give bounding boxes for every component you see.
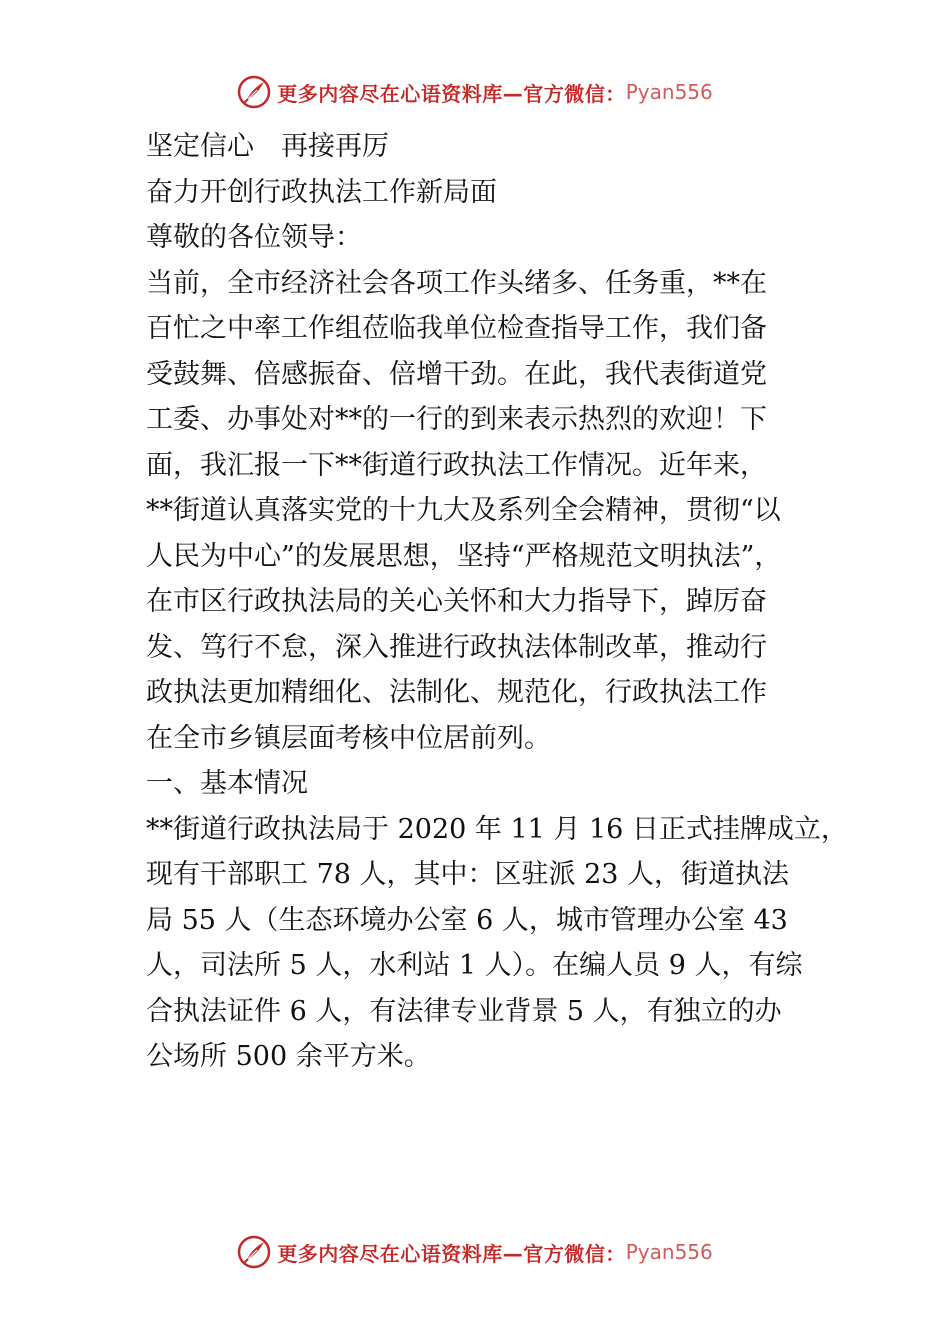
paragraph-basic-info	[146, 807, 846, 1080]
feather-pen-logo-icon	[237, 75, 271, 109]
paragraph-line: 合执法证件 6 人，有法律专业背景 5 人，有独立的办	[146, 995, 782, 1027]
paragraph-line: 面，我汇报一下**街道行政执法工作情况。近年来，	[146, 449, 767, 481]
paragraph-line: 发、笃行不怠，深入推进行政执法体制改革，推动行	[146, 631, 767, 663]
paragraph-line: 公场所 500 余平方米。	[146, 1041, 431, 1072]
watermark-banner-top	[0, 72, 950, 112]
watermark-text: 更多内容尽在心语资料库—官方微信：	[277, 1241, 626, 1266]
section-heading-basic-info: 一、基本情况	[146, 768, 308, 799]
document-body	[146, 124, 846, 1080]
paragraph-line: 受鼓舞、倍感振奋、倍增干劲。在此，我代表街道党	[146, 358, 767, 390]
document-title-line-2: 奋力开创行政执法工作新局面	[146, 176, 497, 208]
document-title-line-1: 坚定信心 再接再厉	[146, 131, 389, 162]
paragraph-line: 当前，全市经济社会各项工作头绪多、任务重，**在	[146, 267, 767, 299]
watermark-wechat-id: Pyan556	[625, 80, 713, 104]
watermark-wechat-id: Pyan556	[625, 1240, 713, 1264]
watermark-banner-bottom	[0, 1232, 950, 1272]
paragraph-line: 局 55 人（生态环境办公室 6 人，城市管理办公室 43	[146, 904, 788, 936]
watermark-text: 更多内容尽在心语资料库—官方微信：	[277, 81, 626, 106]
paragraph-line: 百忙之中率工作组莅临我单位检查指导工作，我们备	[146, 313, 767, 344]
paragraph-line: 在全市乡镇层面考核中位居前列。	[146, 722, 551, 754]
feather-pen-logo-icon	[237, 1235, 271, 1269]
paragraph-line: 人民为中心”的发展思想，坚持“严格规范文明执法”，	[146, 540, 782, 572]
paragraph-line: **街道行政执法局于 2020 年 11 月 16 日正式挂牌成立，	[146, 813, 848, 845]
paragraph-line: 工委、办事处对**的一行的到来表示热烈的欢迎！下	[146, 404, 767, 435]
salutation: 尊敬的各位领导：	[146, 222, 362, 253]
paragraph-intro	[146, 261, 846, 762]
paragraph-line: 现有干部职工 78 人，其中：区驻派 23 人，街道执法	[146, 859, 790, 890]
paragraph-line: 在市区行政执法局的关心关怀和大力指导下，踔厉奋	[146, 586, 767, 617]
paragraph-line: 政执法更加精细化、法制化、规范化，行政执法工作	[146, 677, 767, 708]
paragraph-line: 人，司法所 5 人，水利站 1 人）。在编人员 9 人，有综	[146, 950, 803, 981]
paragraph-line: **街道认真落实党的十九大及系列全会精神，贯彻“以	[146, 495, 781, 526]
